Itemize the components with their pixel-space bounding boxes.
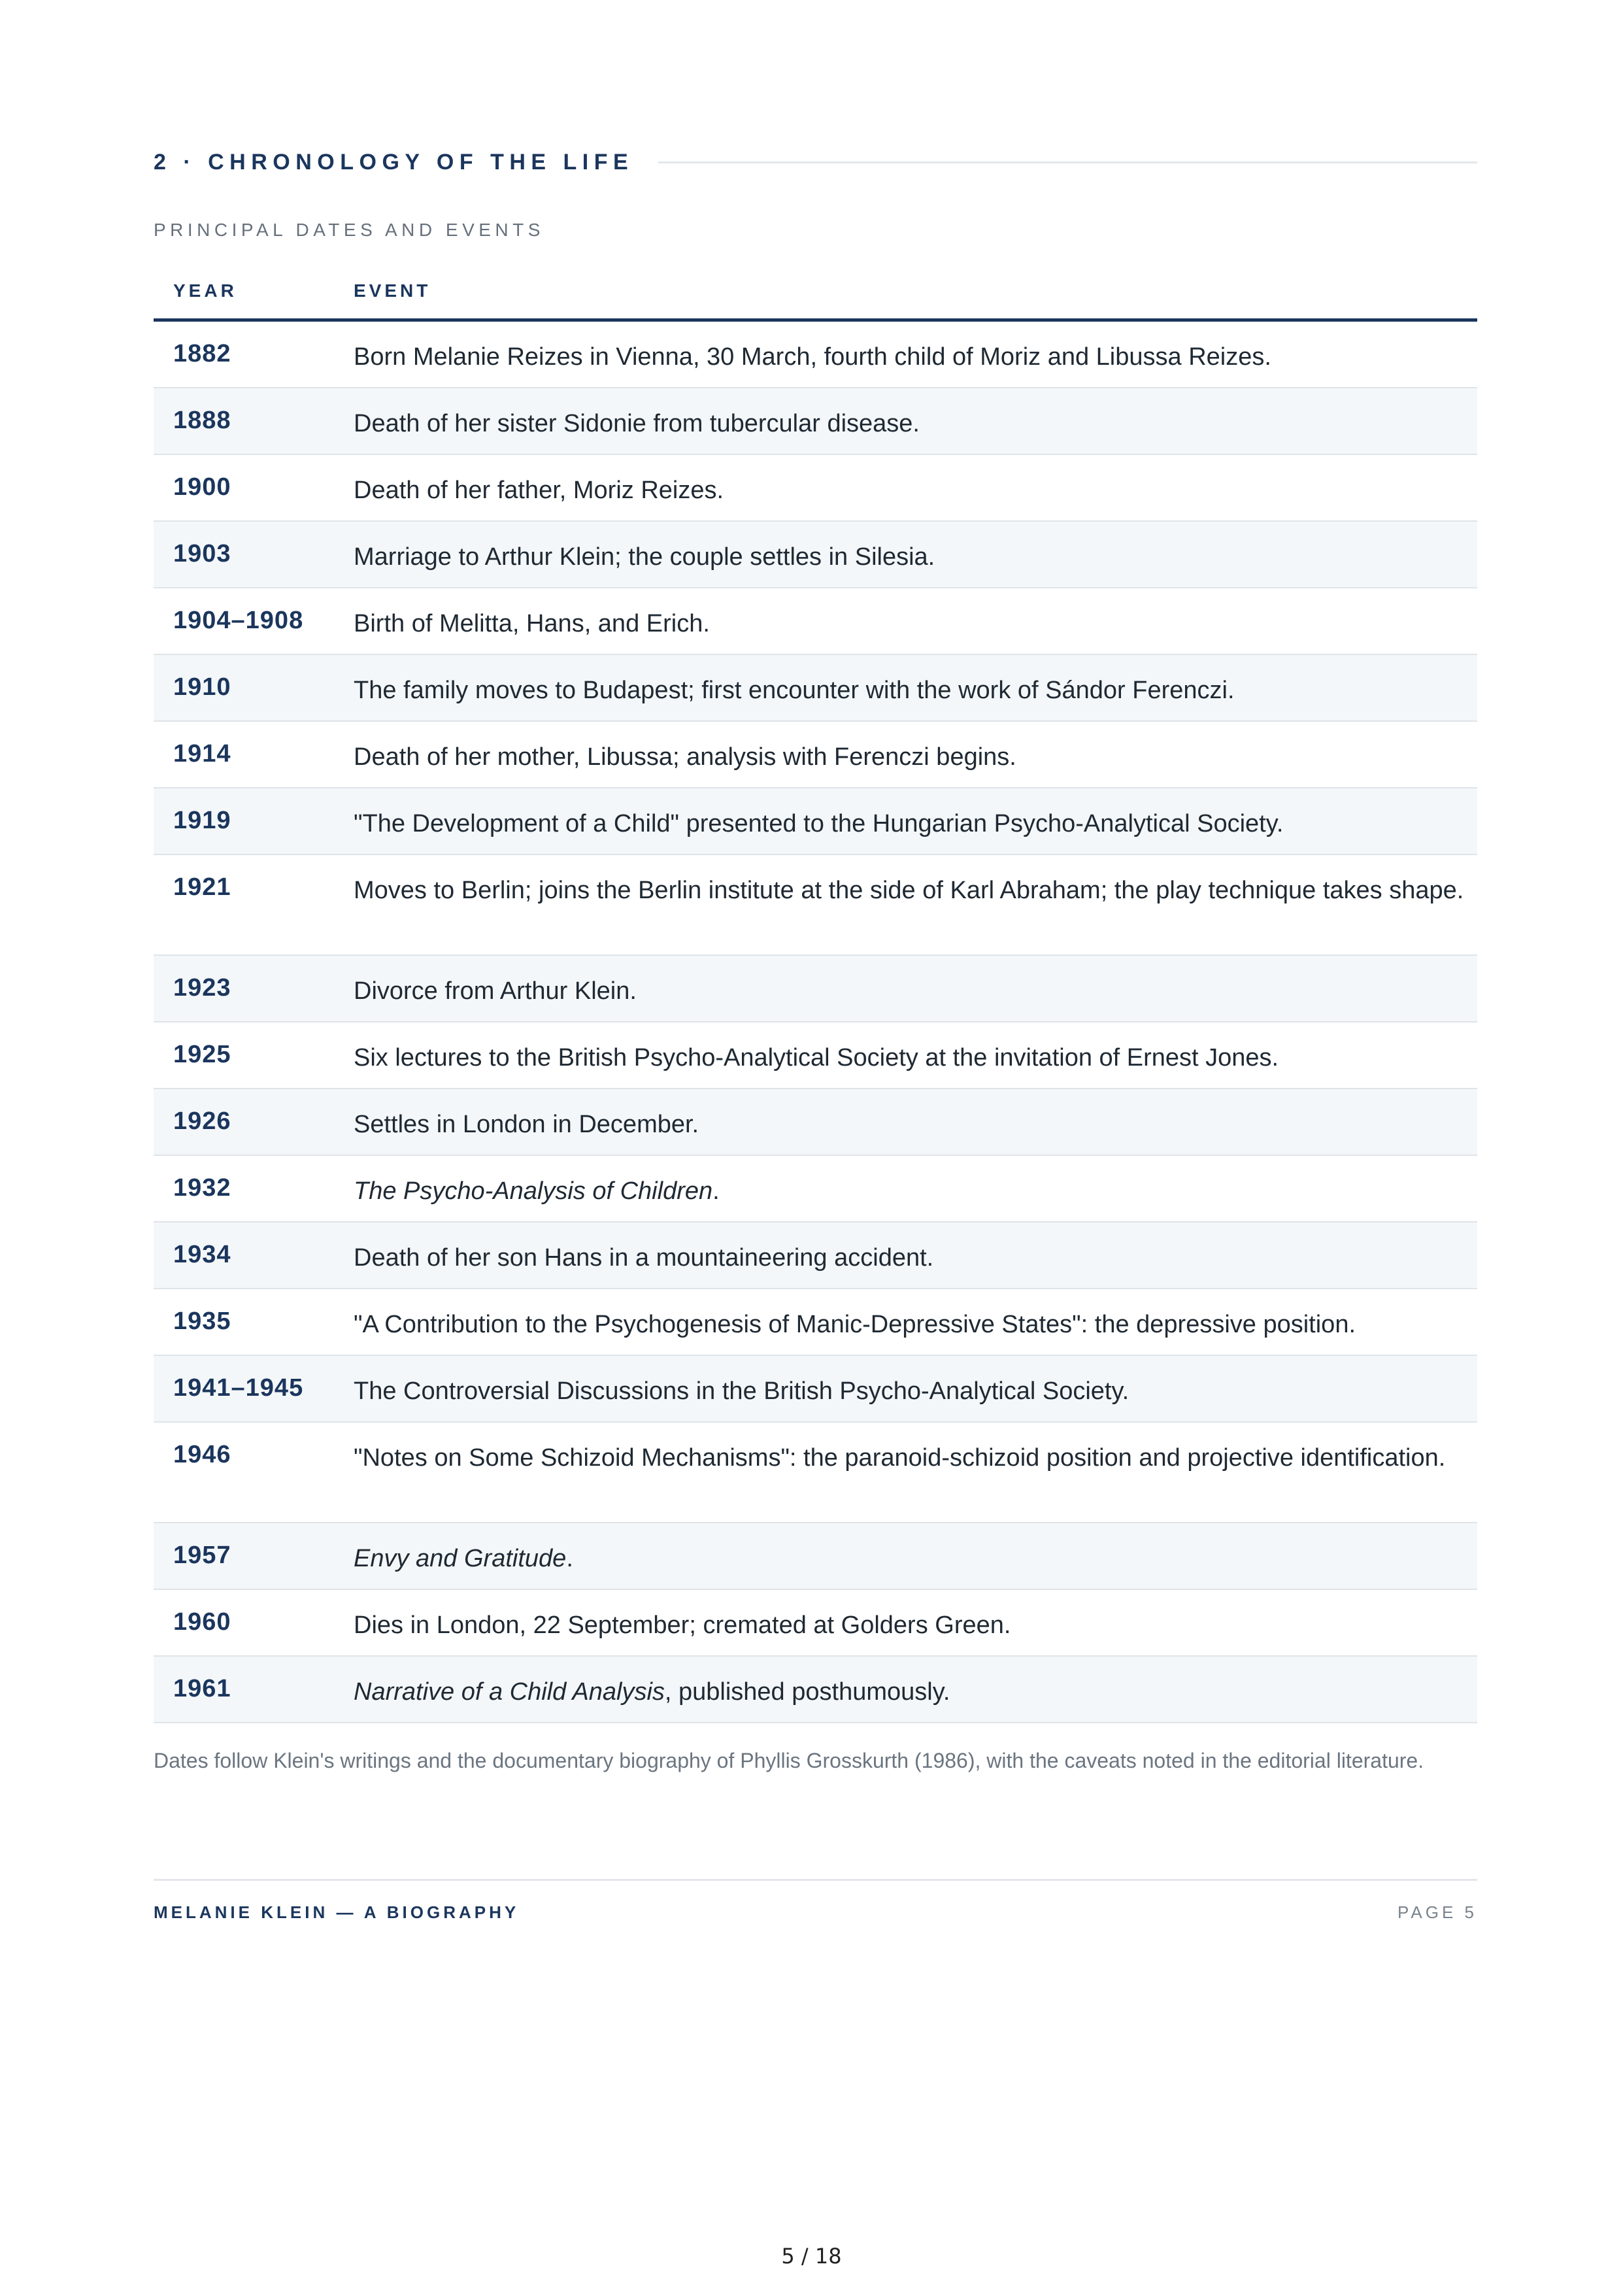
- table-row: [154, 1523, 1477, 1590]
- year-cell: 1910: [173, 673, 231, 701]
- table-row: [154, 956, 1477, 1022]
- running-footer-title: MELANIE KLEIN — A BIOGRAPHY: [154, 1902, 520, 1922]
- table-row: [154, 788, 1477, 855]
- event-cell: [354, 1523, 1465, 1576]
- year-cell: 1914: [173, 740, 231, 768]
- chronology-table: [154, 271, 1477, 1723]
- year-cell: 1946: [173, 1441, 231, 1468]
- table-row: [154, 455, 1477, 522]
- event-cell: Born Melanie Reizes in Vienna, 30 March, fourth child of Moriz and Libussa Reizes.: [354, 343, 1271, 371]
- event-cell: Settles in London in December.: [354, 1111, 699, 1138]
- event-cell: Death of her son Hans in a mountaineering accident.: [354, 1244, 934, 1272]
- book-title: Envy and Gratitude: [354, 1545, 567, 1572]
- book-title: Narrative of a Child Analysis: [354, 1678, 665, 1706]
- section-divider: [658, 161, 1477, 163]
- event-cell: Divorce from Arthur Klein.: [354, 977, 637, 1005]
- year-cell: 1882: [173, 340, 231, 367]
- event-text: .: [712, 1177, 720, 1205]
- event-cell: "The Development of a Child" presented to the Hungarian Psycho-Analytical Society.: [354, 810, 1284, 837]
- event-cell: [354, 1156, 1465, 1209]
- year-cell: 1900: [173, 473, 231, 501]
- event-cell: Marriage to Arthur Klein; the couple settles in Silesia.: [354, 543, 935, 571]
- year-cell: 1957: [173, 1542, 231, 1569]
- table-row: [154, 388, 1477, 455]
- book-title: The Psycho-Analysis of Children: [354, 1177, 713, 1205]
- event-cell: Moves to Berlin; joins the Berlin institute at the side of Karl Abraham; the play technique takes shape.: [354, 877, 1464, 904]
- event-cell: Death of her father, Moriz Reizes.: [354, 477, 724, 504]
- section-header: [154, 145, 1477, 179]
- year-cell: 1932: [173, 1174, 231, 1202]
- table-row: [154, 1356, 1477, 1423]
- table-row: [154, 322, 1477, 388]
- event-cell: Death of her mother, Libussa; analysis with Ferenczi begins.: [354, 743, 1016, 771]
- event-text: , published posthumously.: [664, 1678, 950, 1706]
- year-cell: 1903: [173, 540, 231, 567]
- table-row: [154, 1423, 1477, 1523]
- year-cell: 1941–1945: [173, 1374, 304, 1402]
- event-cell: Birth of Melitta, Hans, and Erich.: [354, 610, 710, 637]
- section-title: 2 · CHRONOLOGY OF THE LIFE: [154, 149, 634, 175]
- table-row: [154, 1590, 1477, 1657]
- event-cell: "A Contribution to the Psychogenesis of Manic-Depressive States": the depressive position.: [354, 1311, 1356, 1338]
- running-footer-page: PAGE 5: [1397, 1902, 1477, 1922]
- year-cell: 1934: [173, 1241, 231, 1268]
- year-cell: 1961: [173, 1675, 231, 1702]
- table-row: [154, 1289, 1477, 1356]
- event-cell: Death of her sister Sidonie from tubercular disease.: [354, 410, 920, 437]
- event-cell: The Controversial Discussions in the British Psycho-Analytical Society.: [354, 1377, 1129, 1405]
- table-row: [154, 588, 1477, 655]
- table-row: [154, 1022, 1477, 1089]
- table-row: [154, 1089, 1477, 1156]
- table-caption: PRINCIPAL DATES AND EVENTS: [154, 220, 544, 240]
- column-header-year: YEAR: [173, 280, 237, 301]
- event-cell: "Notes on Some Schizoid Mechanisms": the paranoid-schizoid position and projective identification.: [354, 1444, 1446, 1472]
- year-cell: 1921: [173, 873, 231, 901]
- viewer-page-indicator: 5 / 18: [781, 2244, 842, 2269]
- event-cell: [354, 1657, 1465, 1710]
- table-footnote: Dates follow Klein's writings and the documentary biography of Phyllis Grosskurth (1986), with the caveats noted in the editorial literature.: [154, 1749, 1424, 1772]
- footer-divider: [154, 1879, 1477, 1881]
- table-row: [154, 722, 1477, 788]
- table-row: [154, 1223, 1477, 1289]
- year-cell: 1935: [173, 1308, 231, 1335]
- table-row: [154, 1156, 1477, 1223]
- table-row: [154, 522, 1477, 588]
- year-cell: 1925: [173, 1041, 231, 1068]
- table-row: [154, 855, 1477, 956]
- event-text: .: [566, 1545, 573, 1572]
- table-row: [154, 1657, 1477, 1723]
- event-cell: Dies in London, 22 September; cremated at Golders Green.: [354, 1612, 1011, 1639]
- column-header-event: EVENT: [354, 280, 431, 301]
- year-cell: 1960: [173, 1608, 231, 1636]
- year-cell: 1904–1908: [173, 607, 304, 634]
- year-cell: 1923: [173, 974, 231, 1002]
- table-row: [154, 655, 1477, 722]
- table-header-row: [154, 271, 1477, 322]
- event-cell: The family moves to Budapest; first encounter with the work of Sándor Ferenczi.: [354, 677, 1235, 704]
- year-cell: 1919: [173, 807, 231, 834]
- year-cell: 1888: [173, 407, 231, 434]
- year-cell: 1926: [173, 1107, 231, 1135]
- event-cell: Six lectures to the British Psycho-Analytical Society at the invitation of Ernest Jones.: [354, 1044, 1279, 1072]
